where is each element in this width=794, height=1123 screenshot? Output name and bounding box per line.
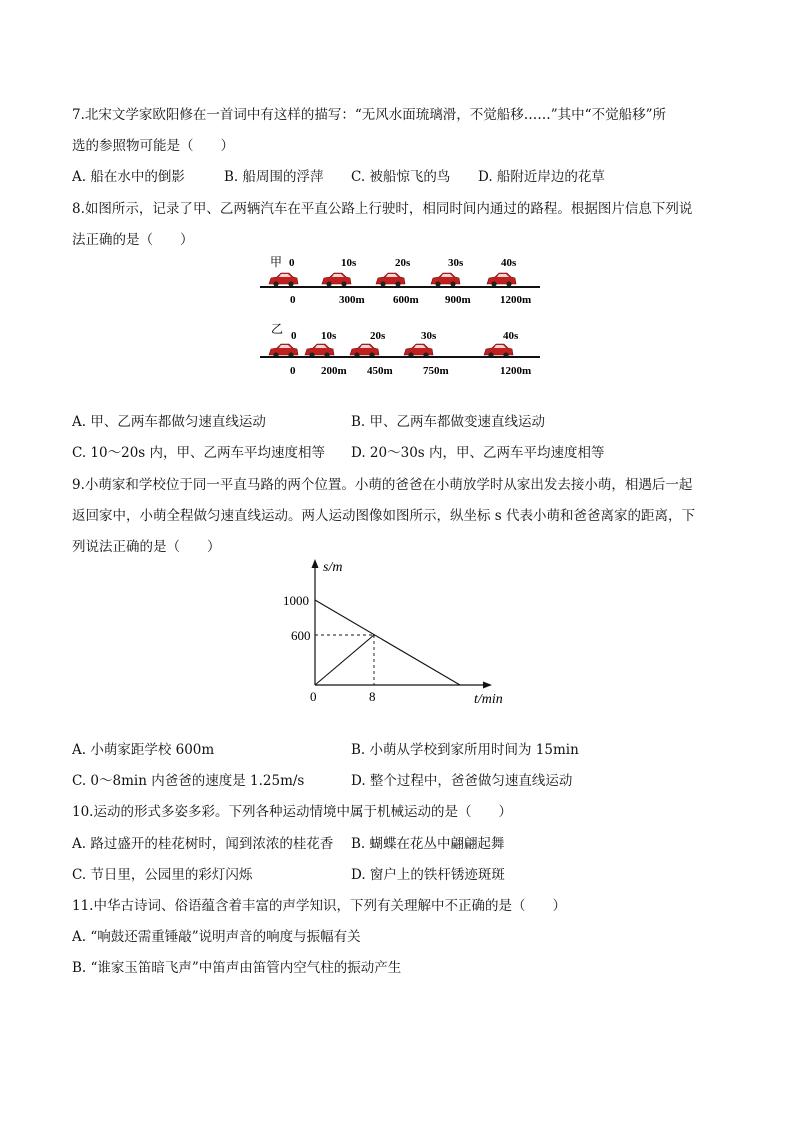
q8-stem-line-1: 8.如图所示，记录了甲、乙两辆汽车在平直公路上行驶时，相同时间内通过的路程。根据图片信息下列说 [72,201,693,217]
x-tick-8: 8 [369,689,376,704]
q7-stem-line-2: 选的参照物可能是（ ） [72,138,234,154]
q9-option-d: D. 整个过程中，爸爸做匀速直线运动 [351,773,573,789]
q8-option-c: C. 10～20s 内，甲、乙两车平均速度相等 [72,445,326,461]
car-b-time-30s: 30s [421,330,437,342]
car-a-dist-900m: 900m [445,294,471,306]
car-b-icon-2 [305,344,334,358]
q9-option-a: A. 小萌家距学校 600m [72,742,215,758]
q11-stem: 11.中华古诗词、俗语蕴含着丰富的声学知识，下列有关理解中不正确的是（ ） [72,898,566,914]
y-axis-arrow [312,559,319,568]
car-b-time-40s: 40s [503,330,519,342]
x-axis-label: t/min [474,692,503,707]
q11-option-b: B. “谁家玉笛暗飞声”中笛声由笛管内空气柱的振动产生 [72,960,402,976]
xiaomeng-line [315,600,460,685]
car-a-dist-600m: 600m [393,294,419,306]
car-b-icon-1 [269,344,298,358]
car-b-time-20s: 20s [370,330,386,342]
q9-stem-line-3: 列说法正确的是（ ） [72,539,221,555]
car-a-label: 甲 [270,255,283,269]
car-a-time-30s: 30s [448,257,464,269]
car-a-dist-0: 0 [290,294,296,306]
car-a-icon-3 [376,273,405,287]
dad-outbound-line [315,635,374,685]
q8-option-b: B. 甲、乙两车都做变速直线运动 [351,414,546,430]
q10-stem: 10.运动的形式多姿多彩。下列各种运动情境中属于机械运动的是（ ） [72,804,512,820]
q10-option-b: B. 蝴蝶在花丛中翩翩起舞 [351,836,505,852]
q7-option-d: D. 船附近岸边的花草 [478,169,605,185]
q7-option-c: C. 被船惊飞的鸟 [351,169,451,185]
q7-option-b: B. 船周围的浮萍 [224,169,324,185]
q9-stem-line-2: 返回家中，小萌全程做匀速直线运动。两人运动图像如图所示，纵坐标 s 代表小萌和爸爸离家的距离，下 [72,508,696,524]
q11-option-a: A. “响鼓还需重锤敲”说明声音的响度与振幅有关 [72,929,361,945]
q9-option-b: B. 小萌从学校到家所用时间为 15min [351,742,579,758]
x-axis-arrow [483,682,492,689]
y-tick-1000: 1000 [283,593,309,608]
car-a-icon-1 [269,273,298,287]
car-a-time-20s: 20s [395,257,411,269]
car-b-dist-750m: 750m [423,365,449,377]
q8-stem-line-2: 法正确的是（ ） [72,232,194,248]
car-b-icon-5 [484,344,513,358]
car-b-icon-3 [350,344,379,358]
q8-option-d: D. 20～30s 内，甲、乙两车平均速度相等 [351,445,605,461]
car-a-time-10s: 10s [341,257,357,269]
car-a-dist-300m: 300m [339,294,365,306]
car-b-dist-1200m: 1200m [500,365,532,377]
car-b-time-0: 0 [291,330,297,342]
q8-option-a: A. 甲、乙两车都做匀速直线运动 [72,414,266,430]
car-b-dist-200m: 200m [321,365,347,377]
y-tick-600: 600 [291,628,311,643]
car-a-time-40s: 40s [501,257,517,269]
q9-option-c: C. 0～8min 内爸爸的速度是 1.25m/s [72,773,305,789]
q9-stem-line-1: 9.小萌家和学校位于同一平直马路的两个位置。小萌的爸爸在小萌放学时从家出发去接小萌，相遇后一起 [72,477,693,493]
q10-option-d: D. 窗户上的铁杆锈迹斑斑 [351,867,505,883]
car-a-icon-5 [487,273,516,287]
car-a-time-0: 0 [289,257,295,269]
q8-car-figure [255,250,545,385]
origin-label: 0 [310,689,317,704]
q7-stem-line-1: 7.北宋文学家欧阳修在一首词中有这样的描写：“无风水面琉璃滑，不觉船移……”其中“不觉船移”所 [72,107,666,123]
q7-option-a: A. 船在水中的倒影 [72,169,185,185]
car-b-dist-450m: 450m [367,365,393,377]
q9-distance-time-graph [280,555,520,715]
car-b-label: 乙 [271,322,284,336]
car-a-icon-4 [431,273,460,287]
car-b-time-10s: 10s [321,330,337,342]
car-b-icon-4 [404,344,433,358]
y-axis-label: s/m [323,560,343,575]
q10-option-a: A. 路过盛开的桂花树时，闻到浓浓的桂花香 [72,836,334,852]
car-b-dist-0: 0 [290,365,296,377]
q10-option-c: C. 节日里，公园里的彩灯闪烁 [72,867,253,883]
car-a-dist-1200m: 1200m [500,294,532,306]
car-a-icon-2 [322,273,351,287]
